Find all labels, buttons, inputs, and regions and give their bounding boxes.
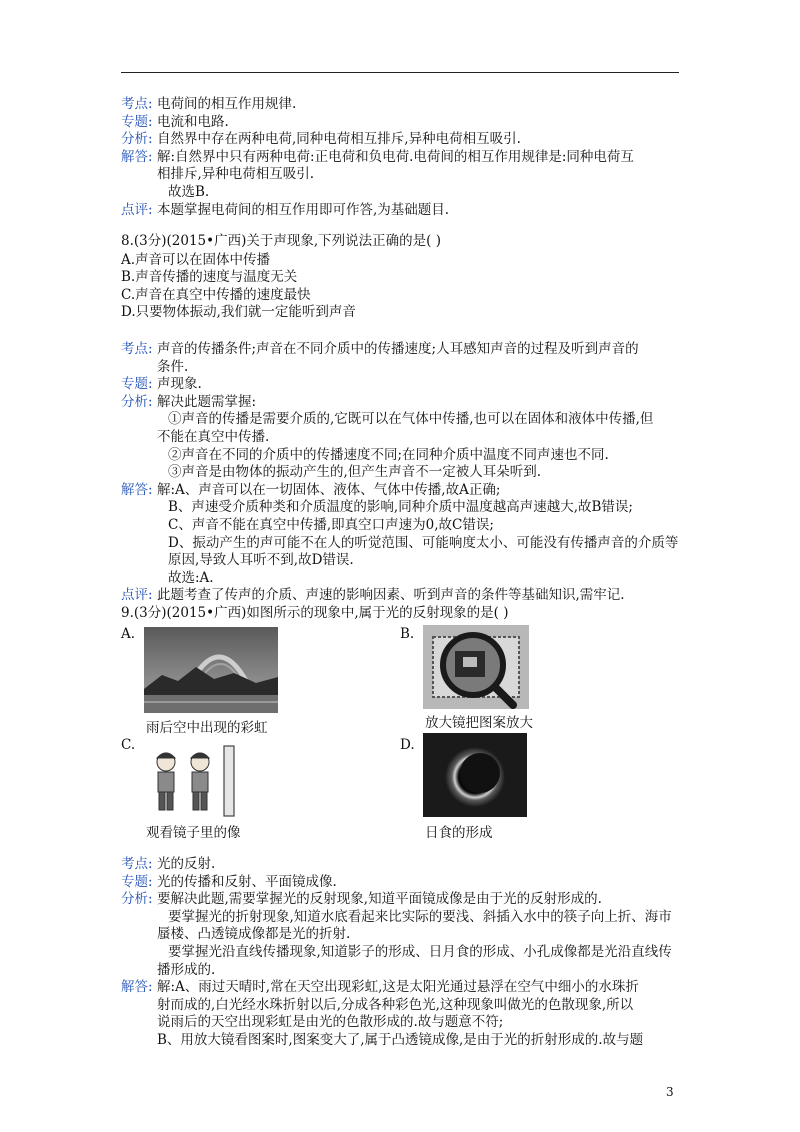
q9-option-b-caption: 放大镜把图案放大 (425, 715, 533, 731)
jieda-label: 解答: (121, 481, 153, 498)
jieda-line: C、声音不能在真空中传播,即真空口声速为0,故C错误; (168, 516, 494, 533)
jieda-line: 解:A、雨过天晴时,常在天空出现彩虹,这是太阳光通过悬浮在空气中细小的水珠折 (157, 979, 639, 996)
jieda-line: B、声速受介质种类和介质温度的影响,同种介质中温度越高声速越大,故B错误; (168, 499, 633, 516)
jieda-line: 故选B. (168, 183, 210, 200)
q8-stem: 8.(3分)(2015•广西)关于声现象,下列说法正确的是( ) (121, 233, 441, 249)
fenxi-line: 不能在真空中传播. (157, 428, 270, 445)
fenxi-line: ①声音的传播是需要介质的,它既可以在气体中传播,也可以在固体和液体中传播,但 (168, 411, 654, 428)
zhuanti-label: 专题: (121, 873, 153, 890)
q9-stem: 9.(3分)(2015•广西)如图所示的现象中,属于光的反射现象的是( ) (121, 605, 509, 621)
zhuanti-text: 光的传播和反射、平面镜成像. (157, 873, 337, 890)
kaodian-label: 考点: (121, 96, 153, 112)
fenxi-line: 播形成的. (157, 961, 216, 978)
q8-analysis (121, 341, 681, 605)
fenxi-line: ②声音在不同的介质中的传播速度不同;在同种介质中温度不同声速也不同. (168, 446, 609, 463)
q9-option-b-letter: B. (400, 626, 415, 642)
jieda-line: 故选:A. (168, 569, 214, 586)
jieda-line: D、振动产生的声可能不在人的听觉范围、可能响度太小、可能没有传播声音的介质等 (168, 534, 679, 551)
jieda-line: 相排斥,异种电荷相互吸引. (157, 166, 315, 183)
fenxi-line: 要掌握光的折射现象,知道水底看起来比实际的要浅、斜插入水中的筷子向上折、海市 (168, 908, 672, 925)
jieda-line: 原因,导致人耳听不到,故D错误. (168, 552, 354, 569)
q9-option-d-letter: D. (400, 737, 415, 753)
eclipse-photo (423, 733, 527, 817)
dianping-text: 本题掌握电荷间的相互作用即可作答,为基础题目. (157, 201, 450, 218)
zhuanti-label: 专题: (121, 113, 153, 130)
zhuanti-text: 声现象. (157, 376, 202, 393)
q8-option-b: B.声音传播的速度与温度无关 (121, 269, 298, 286)
zhuanti-label: 专题: (121, 376, 153, 393)
q8-block (121, 233, 681, 322)
header-rule (121, 72, 679, 73)
kaodian-text: 光的反射. (157, 856, 216, 872)
jieda-line: B、用放大镜看图案时,图案变大了,属于凸透镜成像,是由于光的折射形成的.故与题 (157, 1031, 644, 1048)
q8-option-d: D.只要物体振动,我们就一定能听到声音 (121, 304, 356, 321)
kaodian-text: 条件. (157, 358, 189, 375)
kaodian-label: 考点: (121, 856, 153, 872)
kaodian-label: 考点: (121, 341, 153, 357)
q8-option-c: C.声音在真空中传播的速度最快 (121, 286, 311, 303)
jieda-label: 解答: (121, 979, 153, 996)
q9-option-c-letter: C. (121, 737, 136, 753)
fenxi-line: 要解决此题,需要掌握光的反射现象,知道平面镜成像是由于光的反射形成的. (157, 891, 602, 908)
fenxi-label: 分析: (121, 131, 153, 148)
jieda-line: 解:自然界中只有两种电荷:正电荷和负电荷.电荷间的相互作用规律是:同种电荷互 (157, 148, 634, 165)
fenxi-label: 分析: (121, 393, 153, 410)
fenxi-text: 自然界中存在两种电荷,同种电荷相互排斥,异种电荷相互吸引. (157, 131, 521, 148)
magnifier-photo (423, 625, 529, 709)
kaodian-text: 声音的传播条件;声音在不同介质中的传播速度;人耳感知声音的过程及听到声音的 (157, 341, 639, 357)
q9-analysis (121, 856, 681, 1050)
fenxi-line: 蜃楼、凸透镜成像都是光的折射. (157, 926, 351, 943)
kaodian-text: 电荷间的相互作用规律. (157, 96, 297, 112)
zhuanti-text: 电流和电路. (157, 113, 229, 130)
fenxi-line: 解决此题需掌握: (157, 393, 257, 410)
jieda-line: 说雨后的天空出现彩虹是由光的色散形成的.故与题意不符; (157, 1014, 504, 1031)
jieda-label: 解答: (121, 148, 153, 165)
q8-option-a: A.声音可以在固体中传播 (121, 251, 271, 268)
dianping-text: 此题考查了传声的介质、声速的影响因素、听到声音的条件等基础知识,需牢记. (157, 587, 625, 604)
rainbow-photo (144, 627, 278, 713)
jieda-line: 射而成的,白光经水珠折射以后,分成各种彩色光,这种现象叫做光的色散现象,所以 (157, 996, 634, 1013)
dianping-label: 点评: (121, 587, 153, 604)
q9-option-a-letter: A. (121, 626, 136, 642)
q9-option-d-caption: 日食的形成 (425, 825, 493, 841)
fenxi-label: 分析: (121, 891, 153, 908)
q9-option-a-caption: 雨后空中出现的彩虹 (146, 720, 268, 736)
q9-option-c-caption: 观看镜子里的像 (146, 825, 241, 841)
q7-analysis (121, 96, 681, 219)
dianping-label: 点评: (121, 201, 153, 218)
jieda-line: 解:A、声音可以在一切固体、液体、气体中传播,故A正确; (157, 481, 501, 498)
mirror-cartoon (144, 742, 239, 817)
page-number: 3 (666, 1085, 674, 1099)
fenxi-line: 要掌握光沿直线传播现象,知道影子的形成、日月食的形成、小孔成像都是光沿直线传 (168, 943, 672, 960)
fenxi-line: ③声音是由物体的振动产生的,但产生声音不一定被人耳朵听到. (168, 464, 542, 481)
